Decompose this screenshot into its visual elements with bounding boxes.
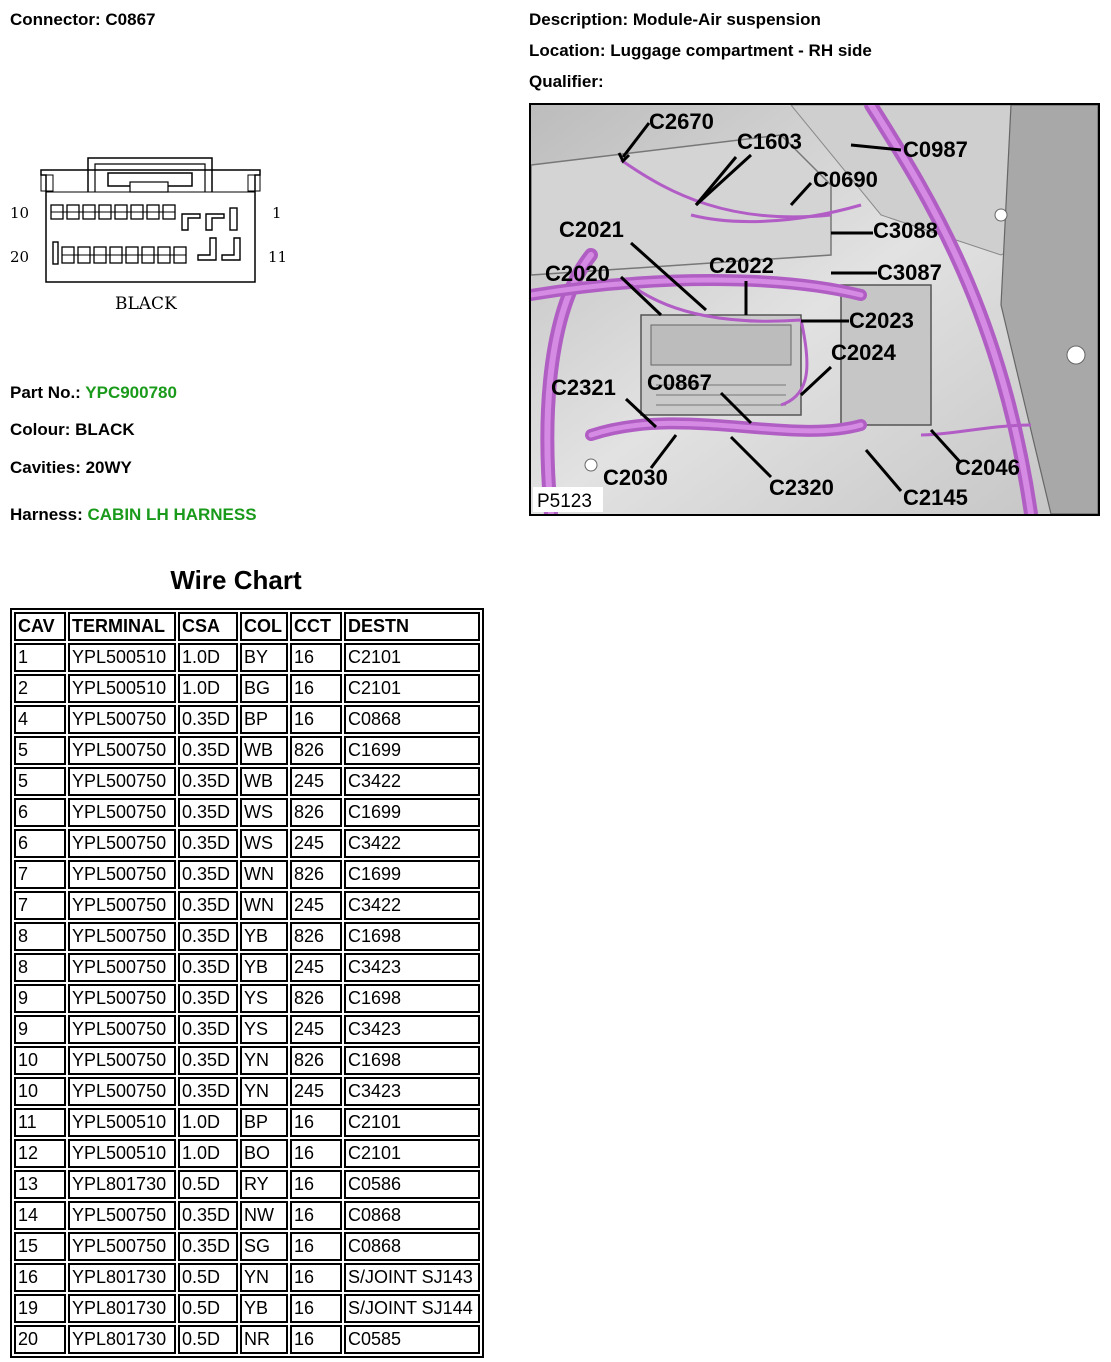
cell-terminal: YPL801730 <box>68 1294 176 1323</box>
callout-c2046: C2046 <box>955 455 1020 480</box>
cell-col: YB <box>240 953 288 982</box>
cell-csa: 1.0D <box>178 643 238 672</box>
cell-csa: 0.35D <box>178 922 238 951</box>
harness-label: Harness: <box>10 505 83 524</box>
cell-cav: 19 <box>14 1294 66 1323</box>
description-label: Description: Module-Air suspension <box>529 10 821 29</box>
cell-cav: 13 <box>14 1170 66 1199</box>
cell-terminal: YPL500750 <box>68 705 176 734</box>
cell-cct: 16 <box>290 643 342 672</box>
cell-terminal: YPL500510 <box>68 1139 176 1168</box>
cell-csa: 0.35D <box>178 798 238 827</box>
table-row <box>14 736 480 765</box>
header-cav: CAV <box>14 612 66 641</box>
cell-destn: C3423 <box>344 953 480 982</box>
header-csa: CSA <box>178 612 238 641</box>
harness <box>10 505 257 525</box>
cell-cav: 6 <box>14 829 66 858</box>
cell-cct: 245 <box>290 953 342 982</box>
cell-csa: 0.35D <box>178 984 238 1013</box>
pin-label-10: 10 <box>10 204 30 222</box>
cell-terminal: YPL500750 <box>68 1077 176 1106</box>
header-terminal: TERMINAL <box>68 612 176 641</box>
location-photo <box>529 103 1100 516</box>
callout-c2030: C2030 <box>603 465 668 490</box>
cell-cav: 6 <box>14 798 66 827</box>
cell-col: YN <box>240 1263 288 1292</box>
callout-c0987: C0987 <box>903 137 968 162</box>
cell-terminal: YPL801730 <box>68 1325 176 1354</box>
table-row <box>14 829 480 858</box>
table-row <box>14 674 480 703</box>
photo-reference: P5123 <box>537 491 592 512</box>
cell-destn: C0868 <box>344 1201 480 1230</box>
table-row <box>14 1108 480 1137</box>
part-number-link[interactable]: YPC900780 <box>85 383 177 402</box>
cell-cav: 5 <box>14 767 66 796</box>
table-row <box>14 1046 480 1075</box>
table-row <box>14 1139 480 1168</box>
cell-col: YB <box>240 1294 288 1323</box>
cell-destn: C1699 <box>344 736 480 765</box>
location-label: Location: Luggage compartment - RH side <box>529 41 872 60</box>
cell-terminal: YPL500510 <box>68 643 176 672</box>
cell-csa: 0.5D <box>178 1294 238 1323</box>
cell-cct: 826 <box>290 736 342 765</box>
cell-cct: 245 <box>290 1077 342 1106</box>
cell-terminal: YPL500750 <box>68 1232 176 1261</box>
cell-destn: C1698 <box>344 984 480 1013</box>
table-row <box>14 1015 480 1044</box>
table-row <box>14 953 480 982</box>
cell-col: YB <box>240 922 288 951</box>
cell-cav: 8 <box>14 953 66 982</box>
cell-terminal: YPL500510 <box>68 674 176 703</box>
harness-link[interactable]: CABIN LH HARNESS <box>87 505 257 524</box>
table-row <box>14 1294 480 1323</box>
cell-csa: 0.35D <box>178 891 238 920</box>
qualifier-label: Qualifier: <box>529 72 604 91</box>
cell-destn: S/JOINT SJ144 <box>344 1294 480 1323</box>
wire-chart-body <box>14 643 480 1354</box>
cell-cct: 16 <box>290 705 342 734</box>
cell-destn: S/JOINT SJ143 <box>344 1263 480 1292</box>
cell-cct: 826 <box>290 860 342 889</box>
pin-label-1: 1 <box>272 204 282 222</box>
pin-label-11: 11 <box>268 248 288 266</box>
table-row <box>14 891 480 920</box>
cell-csa: 0.35D <box>178 829 238 858</box>
cell-col: WB <box>240 767 288 796</box>
cell-cav: 7 <box>14 891 66 920</box>
cell-cct: 245 <box>290 767 342 796</box>
cell-csa: 0.5D <box>178 1325 238 1354</box>
cavities-label: Cavities: 20WY <box>10 458 132 477</box>
cell-csa: 1.0D <box>178 1108 238 1137</box>
table-header-row <box>14 612 480 641</box>
wire-chart-title: Wire Chart <box>170 565 302 595</box>
cell-cct: 16 <box>290 1294 342 1323</box>
cell-destn: C3422 <box>344 767 480 796</box>
cell-destn: C1698 <box>344 922 480 951</box>
cell-csa: 0.35D <box>178 767 238 796</box>
table-row <box>14 1170 480 1199</box>
cell-col: YS <box>240 1015 288 1044</box>
table-row <box>14 1325 480 1354</box>
callout-c2320: C2320 <box>769 475 834 500</box>
cell-csa: 1.0D <box>178 674 238 703</box>
cell-csa: 0.35D <box>178 1015 238 1044</box>
cell-cav: 15 <box>14 1232 66 1261</box>
table-row <box>14 798 480 827</box>
cell-cct: 245 <box>290 829 342 858</box>
table-row <box>14 705 480 734</box>
cell-destn: C3422 <box>344 891 480 920</box>
cell-cct: 16 <box>290 1108 342 1137</box>
callout-c2021: C2021 <box>559 217 624 242</box>
cell-cav: 14 <box>14 1201 66 1230</box>
cell-csa: 0.35D <box>178 953 238 982</box>
cell-destn: C0868 <box>344 1232 480 1261</box>
cell-col: BP <box>240 705 288 734</box>
colour-label: Colour: BLACK <box>10 420 135 439</box>
table-row <box>14 860 480 889</box>
cell-csa: 0.5D <box>178 1263 238 1292</box>
cell-terminal: YPL500750 <box>68 1015 176 1044</box>
cell-destn: C2101 <box>344 643 480 672</box>
part-number-label: Part No.: <box>10 383 81 402</box>
wire-chart-table <box>10 608 484 1358</box>
cell-col: SG <box>240 1232 288 1261</box>
cell-col: RY <box>240 1170 288 1199</box>
cell-col: NW <box>240 1201 288 1230</box>
callout-c2020: C2020 <box>545 261 610 286</box>
cell-cct: 16 <box>290 1263 342 1292</box>
cell-cct: 16 <box>290 1170 342 1199</box>
cell-col: YS <box>240 984 288 1013</box>
cell-col: BG <box>240 674 288 703</box>
cell-cav: 9 <box>14 984 66 1013</box>
cell-destn: C3423 <box>344 1077 480 1106</box>
cell-destn: C3422 <box>344 829 480 858</box>
cell-cct: 826 <box>290 798 342 827</box>
cell-cav: 16 <box>14 1263 66 1292</box>
cell-cav: 11 <box>14 1108 66 1137</box>
cell-csa: 0.35D <box>178 1232 238 1261</box>
cell-destn: C0868 <box>344 705 480 734</box>
cell-csa: 0.35D <box>178 1077 238 1106</box>
callout-c3087: C3087 <box>877 260 942 285</box>
cell-col: WS <box>240 829 288 858</box>
cell-cct: 826 <box>290 1046 342 1075</box>
cell-destn: C1698 <box>344 1046 480 1075</box>
cell-col: WS <box>240 798 288 827</box>
cell-terminal: YPL500750 <box>68 829 176 858</box>
cell-cav: 2 <box>14 674 66 703</box>
cell-terminal: YPL500510 <box>68 1108 176 1137</box>
cell-csa: 0.35D <box>178 1201 238 1230</box>
cell-cct: 245 <box>290 1015 342 1044</box>
table-row <box>14 984 480 1013</box>
cell-terminal: YPL500750 <box>68 984 176 1013</box>
header-cct: CCT <box>290 612 342 641</box>
table-row <box>14 1232 480 1261</box>
callout-c0690: C0690 <box>813 167 878 192</box>
cell-cct: 245 <box>290 891 342 920</box>
cell-cct: 16 <box>290 1232 342 1261</box>
table-row <box>14 1201 480 1230</box>
cell-destn: C2101 <box>344 1139 480 1168</box>
cell-col: BO <box>240 1139 288 1168</box>
cell-cct: 16 <box>290 674 342 703</box>
cell-terminal: YPL500750 <box>68 798 176 827</box>
table-row <box>14 922 480 951</box>
cell-cav: 8 <box>14 922 66 951</box>
callout-c2022: C2022 <box>709 253 774 278</box>
cell-destn: C1699 <box>344 860 480 889</box>
cell-terminal: YPL500750 <box>68 953 176 982</box>
cell-csa: 1.0D <box>178 1139 238 1168</box>
cell-cav: 4 <box>14 705 66 734</box>
cell-terminal: YPL500750 <box>68 1046 176 1075</box>
cell-destn: C3423 <box>344 1015 480 1044</box>
table-row <box>14 1263 480 1292</box>
cell-cav: 7 <box>14 860 66 889</box>
header-destn: DESTN <box>344 612 480 641</box>
cell-cct: 16 <box>290 1325 342 1354</box>
callout-c2321: C2321 <box>551 375 616 400</box>
cell-terminal: YPL500750 <box>68 736 176 765</box>
callout-c3088: C3088 <box>873 218 938 243</box>
cell-csa: 0.35D <box>178 1046 238 1075</box>
cell-csa: 0.35D <box>178 736 238 765</box>
cell-col: NR <box>240 1325 288 1354</box>
cell-cct: 826 <box>290 922 342 951</box>
callout-c2670: C2670 <box>649 109 714 134</box>
cell-terminal: YPL500750 <box>68 767 176 796</box>
table-row <box>14 1077 480 1106</box>
cell-col: WN <box>240 891 288 920</box>
cell-csa: 0.5D <box>178 1170 238 1199</box>
cell-terminal: YPL500750 <box>68 860 176 889</box>
connector-face-diagram <box>10 150 300 320</box>
part-number <box>10 383 177 403</box>
cell-terminal: YPL500750 <box>68 922 176 951</box>
pin-label-20: 20 <box>10 248 30 266</box>
cell-destn: C1699 <box>344 798 480 827</box>
table-row <box>14 767 480 796</box>
cell-cav: 5 <box>14 736 66 765</box>
cell-terminal: YPL801730 <box>68 1263 176 1292</box>
cell-col: BP <box>240 1108 288 1137</box>
callout-c1603: C1603 <box>737 129 802 154</box>
location-photo-drawing <box>531 105 1098 514</box>
cell-cav: 10 <box>14 1046 66 1075</box>
cell-cav: 20 <box>14 1325 66 1354</box>
callout-c0867: C0867 <box>647 370 712 395</box>
cell-destn: C0586 <box>344 1170 480 1199</box>
connector-colour-caption: BLACK <box>115 294 177 314</box>
cell-col: WN <box>240 860 288 889</box>
cell-terminal: YPL801730 <box>68 1170 176 1199</box>
callout-c2145: C2145 <box>903 485 968 510</box>
table-row <box>14 643 480 672</box>
cell-terminal: YPL500750 <box>68 1201 176 1230</box>
cell-col: BY <box>240 643 288 672</box>
cell-destn: C2101 <box>344 674 480 703</box>
connector-label: Connector: C0867 <box>10 10 156 29</box>
cell-col: YN <box>240 1077 288 1106</box>
cell-cct: 826 <box>290 984 342 1013</box>
callout-c2024: C2024 <box>831 340 896 365</box>
cell-csa: 0.35D <box>178 860 238 889</box>
cell-destn: C0585 <box>344 1325 480 1354</box>
cell-col: WB <box>240 736 288 765</box>
cell-cav: 12 <box>14 1139 66 1168</box>
cell-csa: 0.35D <box>178 705 238 734</box>
cell-cav: 9 <box>14 1015 66 1044</box>
cell-cct: 16 <box>290 1201 342 1230</box>
header-col: COL <box>240 612 288 641</box>
callout-c2023: C2023 <box>849 308 914 333</box>
cell-cav: 10 <box>14 1077 66 1106</box>
cell-terminal: YPL500750 <box>68 891 176 920</box>
cell-destn: C2101 <box>344 1108 480 1137</box>
cell-col: YN <box>240 1046 288 1075</box>
cell-cav: 1 <box>14 643 66 672</box>
cell-cct: 16 <box>290 1139 342 1168</box>
